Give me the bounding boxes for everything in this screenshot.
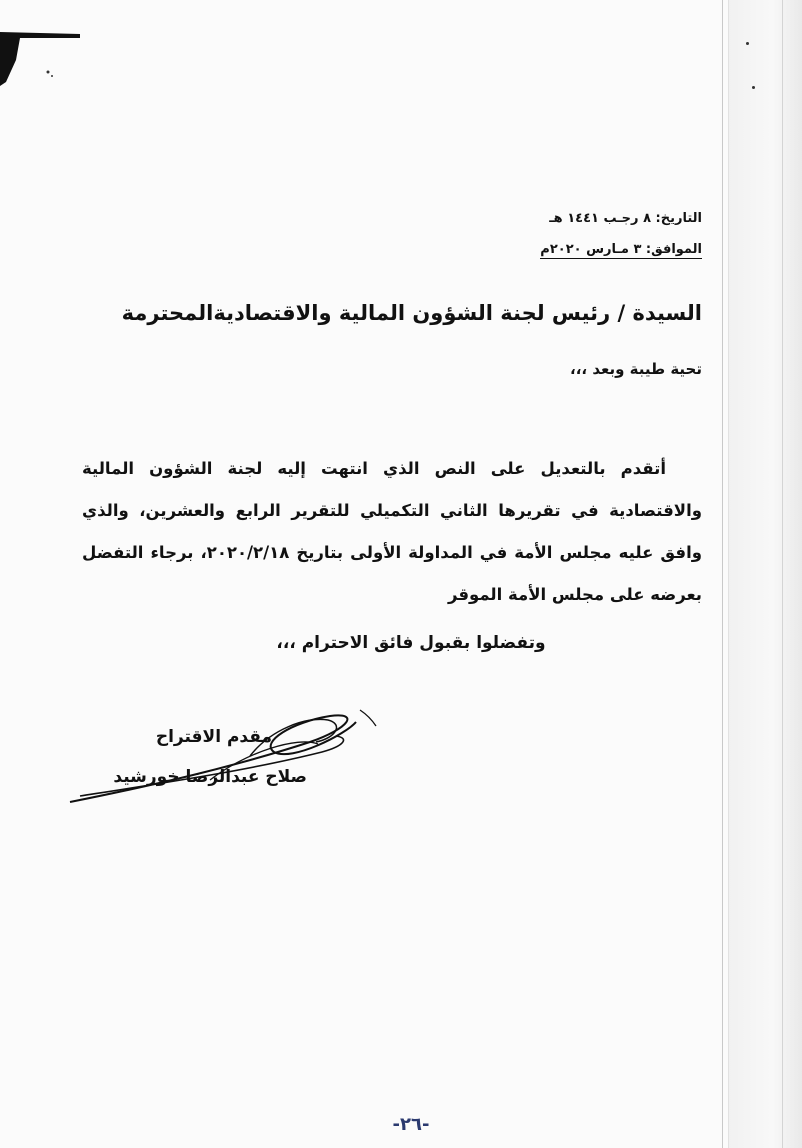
signature-name: صلاح عبدالرضا خورشيد <box>113 767 307 787</box>
honorific: المحترمة <box>121 301 214 325</box>
page-number: -٢٦- <box>392 1114 430 1135</box>
handwritten-signature <box>60 690 390 820</box>
page-edge-line <box>728 0 729 1148</box>
signature-role: مقدم الاقتراح <box>155 727 272 747</box>
hijri-date: التاريخ: ٨ رجـب ١٤٤١ هـ <box>549 211 702 226</box>
page-edge-shadow <box>728 0 802 1148</box>
scan-artifact <box>0 30 80 90</box>
closing-line: وتفضلوا بقبول فائق الاحترام ،،، <box>276 633 546 653</box>
addressee: السيدة / رئيس لجنة الشؤون المالية والاقتصادية <box>213 301 702 325</box>
scan-speck <box>752 86 755 89</box>
greeting: تحية طيبة وبعد ،،، <box>570 360 702 378</box>
letter-body: أتقدم بالتعديل على النص الذي انتهت إليه لجنة الشؤون المالية والاقتصادية في تقريرها الثاني التكميلي للتقرير الرابع والعشرين، والذي وافق عليه مجلس الأمة في المداولة الأولى بتاريخ ٢٠٢٠/٢/١٨، برجاء التفضل بعرضه على مجلس الأمة الموقر <box>82 459 703 604</box>
addressee-line <box>121 301 702 325</box>
page-edge-line <box>782 0 783 1148</box>
scan-speck <box>746 42 749 45</box>
page-edge-line <box>722 0 723 1148</box>
gregorian-date: الموافق: ٣ مـارس ٢٠٢٠م <box>540 242 702 257</box>
